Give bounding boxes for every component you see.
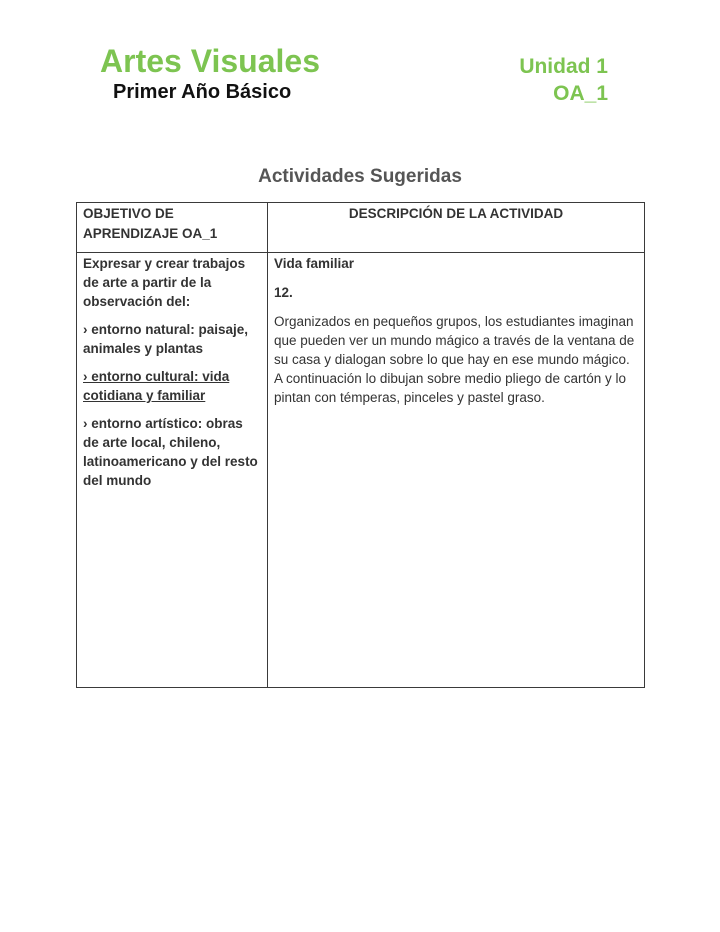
section-title: Actividades Sugeridas xyxy=(258,166,462,187)
description-header: DESCRIPCIÓN DE LA ACTIVIDAD xyxy=(268,203,645,253)
activity-title: Vida familiar xyxy=(274,256,355,271)
grade-subtitle: Primer Año Básico xyxy=(113,81,292,103)
table-header-row xyxy=(77,203,645,253)
objective-cell xyxy=(77,253,268,688)
table-row xyxy=(77,253,645,688)
objective-item-cultural: › entorno cultural: vida cotidiana y familiar xyxy=(83,369,230,403)
unit-label: Unidad 1 xyxy=(519,55,608,78)
objective-code-label: OA_1 xyxy=(553,82,608,105)
subject-title: Artes Visuales xyxy=(100,43,320,79)
activity-description: Organizados en pequeños grupos, los estudiantes imaginan que pueden ver un mundo mágico a través de la ventana de su casa y dialogan sobre lo que hay en ese mundo mágico. A continuación lo dibujan sobre medio pliego de cartón y lo pintan con témperas, pinceles y pastel graso. xyxy=(274,314,635,405)
activity-cell xyxy=(268,253,645,688)
objective-item-natural: › entorno natural: paisaje, animales y plantas xyxy=(83,322,249,356)
activity-number: 12. xyxy=(274,285,293,300)
objective-item-artistic: › entorno artístico: obras de arte local, chileno, latinoamericano y del resto del mundo xyxy=(83,416,258,488)
activities-table xyxy=(76,202,645,688)
objective-intro: Expresar y crear trabajos de arte a partir de la observación del: xyxy=(83,256,246,309)
objective-header: OBJETIVO DE APRENDIZAJE OA_1 xyxy=(77,203,268,253)
